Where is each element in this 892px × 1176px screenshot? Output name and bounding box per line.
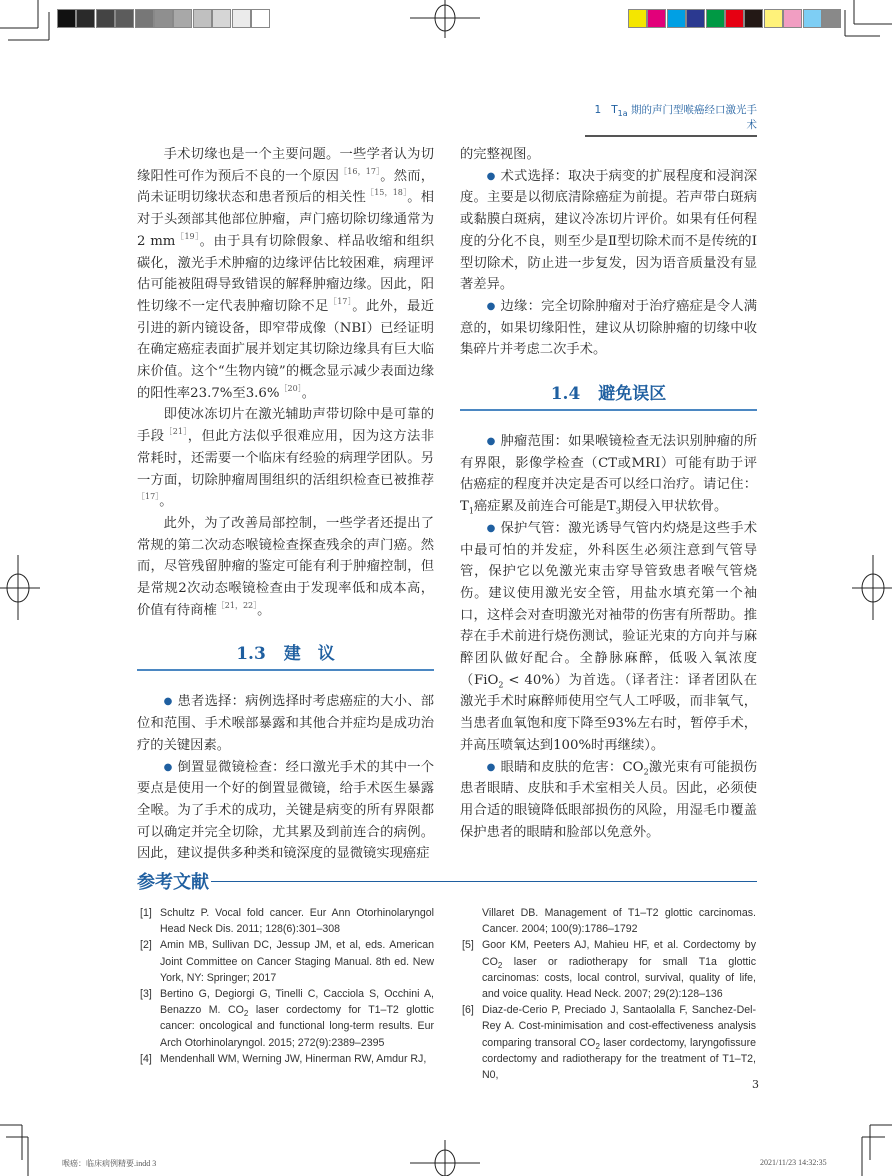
color-swatch: [628, 9, 647, 28]
text-segment: 术式选择：取决于病变的扩展程度和浸润深度。主要是以彻底清除癌症为前提。若声带白斑病或黏膜白斑病，建议冷冻切片评价。如果有任何程度的分化不良，则至少是Ⅱ型切除术而不是传统的Ⅰ型切除术，防止进一步复发，因为语音质量没有显著差异。: [460, 168, 758, 293]
text-segment: 2: [243, 1009, 249, 1019]
text-segment: < 40%）为首选。（译者注：译者团队在激光手术时麻醉师使用空气人工呼吸，而非氧气，当患者血氧饱和度下降至93%左右时，暂停手术，并高压喷氧达到100%时再继续）。: [460, 672, 757, 753]
color-swatch: [725, 9, 744, 28]
text-segment: 。: [159, 494, 173, 510]
text-segment: 3: [615, 506, 621, 516]
text-segment: 期侵入甲状软骨。: [620, 499, 728, 515]
gray-swatch: [212, 9, 231, 28]
heading-rule: [207, 881, 757, 882]
chapter-title: 期的声门型喉癌经口激光手术: [631, 104, 757, 131]
text-segment: 避免误区: [598, 384, 667, 405]
citation: ［15，18］: [366, 188, 408, 198]
citation: ［19］: [175, 231, 200, 241]
crosshair-right-icon: [852, 555, 892, 620]
text-segment: Villaret DB. Management of T1–T2 glottic carcinomas. Cancer. 2004; 100(9):1786–1792: [482, 907, 756, 936]
text-segment: 1: [468, 506, 474, 516]
bullet-icon: ●: [486, 300, 496, 312]
bullet-icon: ●: [163, 761, 173, 773]
text-segment: 患者选择：病例选择时考虑癌症的大小、部位和范围、手术喉部暴露和其他合并症均是成功治疗的关键因素。: [137, 694, 435, 753]
running-header: [585, 102, 757, 137]
text-segment: [5]: [462, 939, 474, 952]
text-segment: 。然而，尚未证明切缘状态和患者预后的相关性: [137, 168, 435, 206]
bullet-surgery-choice: [460, 166, 757, 296]
references-heading: [137, 868, 757, 894]
right-column: [460, 144, 757, 843]
bullet-patient-selection: [137, 691, 434, 756]
reference-item: [459, 1002, 756, 1083]
text-segment: [4]: [140, 1052, 152, 1065]
bullet-icon: ●: [486, 170, 496, 182]
crosshair-top-icon: [410, 0, 480, 38]
citation: ［21］: [164, 427, 188, 437]
text-segment: Diaz-de-Cerio P, Preciado J, Santaolalla F, Sanchez-Del-Rey A. Cost-minimisation and cost-effectiveness analysis comparing transoral CO: [482, 1004, 756, 1049]
text-segment: 肿瘤范围：如果喉镜检查无法识别肿瘤的所有界限，影像学检查（CT或MRI）可能有助于评估癌症的程度并决定是否可以经口治疗。请记住：T: [460, 434, 758, 515]
paragraph-margins: [137, 144, 434, 404]
citation: ［21，22］: [216, 600, 258, 610]
gray-swatch: [115, 9, 134, 28]
text-segment: [3]: [140, 988, 152, 1001]
color-swatch: [706, 9, 725, 28]
gray-swatch: [135, 9, 154, 28]
text-segment: [6]: [462, 1004, 474, 1017]
footer-timestamp: 2021/11/23 14:32:35: [760, 1158, 827, 1167]
color-swatch: [783, 9, 802, 28]
text-segment: laser or radiotherapy for small T1a glottic carcinomas: costs, local control, survival, quality of life, and voice quality. Head Neck. 2007; 29(2):128–136: [482, 955, 756, 1001]
citation: ［17］: [328, 296, 353, 306]
gray-swatch: [232, 9, 251, 28]
chapter-number: 1: [594, 104, 602, 116]
left-column: [137, 144, 434, 865]
text-segment: 即使冰冻切片在激光辅助声带切除中是可靠的手段: [137, 407, 434, 445]
gray-swatch: [193, 9, 212, 28]
text-segment: Schultz P. Vocal fold cancer. Eur Ann Otorhinolaryngol Head Neck Dis. 2011; 128(6):301–308: [160, 907, 434, 936]
reference-item-continued: [459, 905, 756, 937]
bullet-icon: ●: [486, 761, 496, 773]
text-segment: Mendenhall WM, Werning JW, Hinerman RW, Amdur RJ,: [160, 1052, 427, 1065]
text-segment: laser cordectomy for T1–T2 glottic cancer: oncological and functional long-term results. Eur Arch Otorhinolaryngol. 2015; 272(9):2389–2395: [160, 1004, 434, 1049]
text-segment: 边缘：完全切除肿瘤对于治疗癌症是令人满意的，如果切缘阳性，建议从切除肿瘤的切缘中收集碎片并考虑二次手术。: [460, 298, 758, 358]
gray-swatch: [96, 9, 115, 28]
color-swatch: [744, 9, 763, 28]
gray-swatch: [154, 9, 173, 28]
text-segment: 保护气管：激光诱导气管内灼烧是这些手术中最可怕的并发症，外科医生必须注意到气管导管，保护它以免激光束击穿导管致患者喉气管烧伤。建议使用激光安全管，用盐水填充第一个袖口，这样会对查明激光对袖带的伤害有所帮助。推荐在手术前进行烧伤测试，验证光束的方向并与麻醉团队做好配合。全静脉麻醉，低吸入氧浓度（FiO: [460, 520, 758, 688]
text-segment: 。: [301, 385, 315, 401]
text-segment: [2]: [140, 939, 152, 952]
references-left: [137, 905, 434, 1067]
text-segment: 激光束有可能损伤患者眼睛、皮肤和手术室相关人员。因此，必须使用合适的眼镜降低眼部损伤的风险，用湿毛巾覆盖保护患者的眼睛和脸部以免意外。: [460, 759, 758, 840]
text-segment: Bertino G, Degiorgi G, Tinelli C, Cacciola S, Occhini A, Benazzo M. CO: [160, 988, 434, 1017]
text-segment: 2: [498, 680, 504, 690]
paragraph-continuation: 的完整视图。: [460, 147, 540, 162]
citation: ［16，17］: [339, 166, 381, 176]
footer-filename: 喉癌：临床病例精要.indd 3: [62, 1159, 157, 1168]
crosshair-left-icon: [0, 555, 40, 620]
color-swatch: [764, 9, 783, 28]
text-segment: laser cordectomy, laryngofissure cordectomy and radiotherapy for the treatment of T1–T2, N0,: [482, 1036, 756, 1082]
color-swatch: [667, 9, 686, 28]
gray-swatch: [76, 9, 95, 28]
bullet-icon: ●: [486, 436, 496, 448]
bullet-margins: [460, 296, 757, 361]
text-segment: 。由于具有切除假象、样品收缩和组织碳化，激光手术肿瘤的边缘评估比较困难，病理评估可能被阻碍导致错误的解释肿瘤边缘。因此，阳性切缘不一定代表肿瘤切除不足: [137, 233, 434, 314]
page-number: 3: [752, 1078, 759, 1091]
bullet-tumor-extent: [460, 431, 757, 518]
text-segment: 1.3: [236, 644, 266, 665]
reference-item: [137, 986, 434, 1051]
text-segment: 1.4: [550, 384, 581, 405]
bullet-icon: ●: [163, 696, 173, 708]
text-segment: 此外，为了改善局部控制，一些学者还提出了常规的第二次动态喉镜检查探查残余的声门癌。然而，尽管残留肿瘤的鉴定可能有利于肿瘤控制，但是常规2次动态喉镜检查由于发现率低和成本高，价值有待商榷: [137, 515, 434, 618]
crosshair-bottom-icon: [410, 1140, 480, 1176]
text-segment: 2: [595, 1041, 600, 1051]
reference-item: [137, 905, 434, 937]
color-swatch: [686, 9, 705, 28]
reference-item: [137, 1051, 434, 1067]
text-segment: Goor KM, Peeters AJ, Mahieu HF, et al. Cordectomy by CO: [482, 939, 756, 968]
text-segment: 倒置显微镜检查：经口激光手术的其中一个要点是使用一个好的倒置显微镜，给手术医生暴露全喉。为了手术的成功，关键是病变的所有界限都可以确定并完全切除，尤其累及到前连合的病例。因此，建议提供多种类和镜深度的显微镜实现癌症: [137, 759, 435, 862]
text-segment: 2: [497, 960, 503, 970]
text-segment: 参考文献: [137, 872, 209, 893]
gray-swatch: [173, 9, 192, 28]
bullet-eye-skin-hazard: [460, 757, 757, 844]
bullet-airway-protection: [460, 518, 757, 757]
section-heading-1-4: [460, 383, 757, 411]
text-segment: 。此外，最近引进的新内镜设备，即窄带成像（NBI）已经证明在确定癌症表面扩展并划定其切除边缘具有巨大临床价值。这个“生物内镜”的概念显示减少表面边缘的阳性率23.7%至3.6%: [137, 298, 435, 401]
t-stage: T: [611, 104, 618, 116]
text-segment: 癌症累及前连合可能是T: [473, 499, 616, 515]
gray-swatch: [251, 9, 270, 28]
text-segment: ，但此方法似乎很难应用，因为这方法非常耗时，还需要一个临床有经验的病理学团队。另一方面，切除肿瘤周围组织的活组织检查已被推荐: [137, 429, 434, 488]
reference-item: [137, 937, 434, 986]
text-segment: 建 议: [283, 644, 335, 665]
citation: ［17］: [137, 492, 160, 502]
bullet-microscope: [137, 757, 434, 866]
text-segment: 手术切缘也是一个主要问题。一些学者认为切缘阳性可作为预后不良的一个原因: [137, 147, 434, 184]
text-segment: 。相对于头颈部其他部位肿瘤，声门癌切除切缘通常为2 mm: [137, 190, 435, 249]
section-heading-1-3: [137, 643, 434, 671]
text-segment: 2: [643, 767, 649, 777]
color-swatch: [822, 9, 841, 28]
references-right: [459, 905, 756, 1083]
paragraph-frozen-section: [137, 404, 434, 513]
color-swatch: [647, 9, 666, 28]
reference-item: [459, 937, 756, 1002]
gray-swatch: [57, 9, 76, 28]
citation: ［20］: [279, 383, 302, 393]
text-segment: 。: [257, 602, 271, 618]
color-swatch: [803, 9, 822, 28]
t-stage-sub: 1a: [617, 109, 628, 119]
text-segment: 眼睛和皮肤的危害：CO: [500, 759, 644, 775]
text-segment: [1]: [140, 907, 152, 919]
bullet-icon: ●: [486, 522, 496, 534]
text-segment: Amin MB, Sullivan DC, Jessup JM, et al, eds. American Joint Committee on Cancer Staging Manual. 8th ed. New York, NY: Springer; 2017: [160, 939, 434, 984]
paragraph-local-control: [137, 513, 434, 622]
